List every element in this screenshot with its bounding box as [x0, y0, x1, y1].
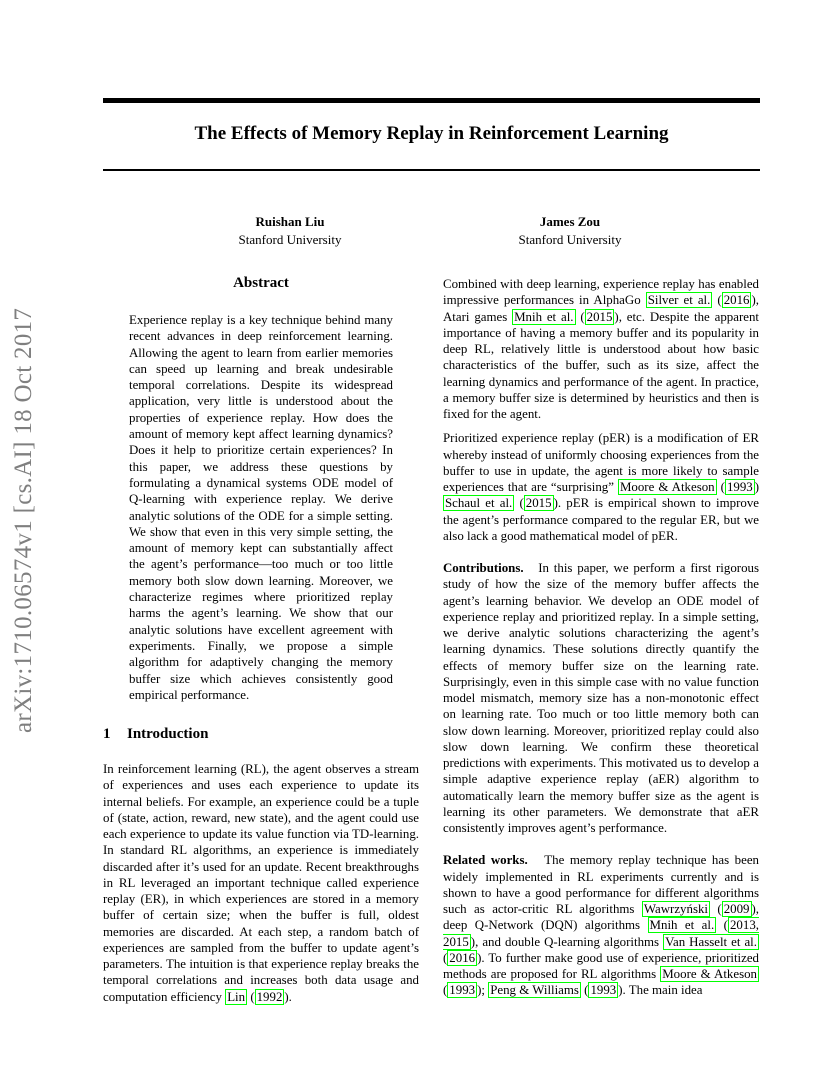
- paragraph-lead: Contributions.: [443, 561, 524, 575]
- title-rule-bottom: [103, 169, 760, 171]
- citation-year-link[interactable]: 2015: [586, 309, 613, 324]
- author-block: [480, 213, 660, 249]
- paragraph-text: ), Atari games: [443, 293, 759, 324]
- citation-link[interactable]: Moore & Atkeson: [662, 967, 757, 981]
- paragraph-text: ), etc. Despite the apparent importance of having a memory buffer and its popularity in deep RL, relatively little is understood about how basic characteristics of the buffer, such as its size, affect the learning dynamics and performance of the agent. In practice, a memory buffer size is determined by heuristics and then is fixed for the agent.: [443, 309, 759, 421]
- abstract-text: Experience replay is a key technique behind many recent advances in deep reinforcement learning. Allowing the agent to learn from earlier memories can speed up learning and break undesirable temporal correlations. Despite its widespread application, very little is understood about the properties of experience replay. How does the amount of memory kept affect learning dynamics? Does it help to prioritize certain experiences? In this paper, we address these questions by formulating a dynamical systems ODE model of Q-learning with experience replay. We derive analytic solutions of the ODE for a simple setting. We show that even in this very simple setting, the amount of memory kept can substantially affect the agent’s performance—too much or too little memory both slow down learning. Moreover, we characterize regimes where prioritized replay harms the agent’s learning. We show that our analytic solutions have excellent agreement with experiments. Finally, we propose a simple algorithm for adaptively changing the memory buffer size which achieves consistently good empirical performance.: [129, 313, 393, 702]
- author-affiliation: Stanford University: [238, 232, 342, 247]
- paragraph-text: ). To further make good use of experience, prioritized methods are proposed for RL algorithms: [443, 950, 759, 981]
- citation-year-link[interactable]: 1993: [449, 983, 476, 998]
- citation-link[interactable]: Van Hasselt et al.: [665, 934, 757, 949]
- right-column: [443, 276, 759, 1007]
- section-number: 1: [103, 726, 111, 742]
- author-name: James Zou: [539, 214, 601, 229]
- paragraph: Combined with deep learning, experience replay has enabled impressive performances in AlphaGo Silver et al. ( 2016 ), Atari games Mnih et al. ( 2015 ), etc. Despite the apparent importance of having a memory buffer and its popularity in deep RL, relatively little is understood about how basic characteristics of the buffer, such as its size, affect the learning dynamics and performance of the agent. In practice, a memory buffer size is determined by heuristics and then is fixed for the agent.: [443, 277, 759, 421]
- paragraph-text: Combined with deep learning, experience replay has enabled impressive performances in AlphaGo: [443, 277, 759, 308]
- paper-title: The Effects of Memory Replay in Reinforcement Learning: [194, 123, 669, 144]
- citation-link[interactable]: Silver et al.: [647, 293, 711, 308]
- paragraph-text: The memory replay technique has been widely implemented in RL experiments currently and is shown to have a good performance for different algorithms such as actor-critic RL algorithms: [443, 853, 760, 916]
- citation-link[interactable]: Mnih et al.: [649, 918, 715, 933]
- paragraph: Related works. The memory replay technique has been widely implemented in RL experiments currently and is shown to have a good performance for different algorithms such as actor-critic RL algorithms Wawrzyński ( 2009 ), deep Q-Network (DQN) algorithms Mnih et al. ( 2013, 2015 ), and double Q-learning algorithms Van Hasselt et al. ( 2016 ). To further make good use of experience, prioritized methods are proposed for RL algorithms Moore & Atkeson ( 1993 ); Peng & Williams ( 1993 ). The main idea: [443, 853, 760, 998]
- citation-year-link[interactable]: 1993: [726, 480, 753, 494]
- intro-column: [103, 761, 419, 1013]
- author-name: Ruishan Liu: [255, 214, 325, 229]
- citation-year-link[interactable]: 1993: [590, 983, 617, 998]
- author-affiliation: Stanford University: [518, 232, 622, 247]
- paragraph: [443, 560, 759, 836]
- citation-year-link[interactable]: 2009: [723, 902, 750, 916]
- author-block: [200, 213, 380, 249]
- paragraph: Prioritized experience replay (pER) is a modification of ER whereby instead of uniformly choosing experiences from the buffer to use in update, the agent is more likely to sample experiences that are “surprising” Moore & Atkeson ( 1993 ) Schaul et al. ( 2015 ). pER is empirical shown to improve the agent’s performance compared to the regular ER, but we also lack a good mathematical model of pER.: [443, 431, 760, 543]
- paragraph-text: ), deep Q-Network (DQN) algorithms: [443, 902, 760, 933]
- paragraph-text: ).: [284, 989, 292, 1004]
- citation-year-link[interactable]: 1992: [256, 989, 283, 1004]
- citation-link[interactable]: Lin: [227, 989, 246, 1004]
- citation-year-link[interactable]: 2016: [723, 293, 750, 308]
- abstract-heading: Abstract: [233, 275, 289, 291]
- paragraph-text: );: [477, 983, 489, 998]
- section-heading: [103, 726, 208, 743]
- arxiv-stamp: arXiv:1710.06574v1 [cs.AI] 18 Oct 2017: [10, 307, 37, 733]
- paragraph-text: Prioritized experience replay (pER) is a modification of ER whereby instead of uniformly choosing experiences from the buffer to use in update, the agent is more likely to sample experiences that are “surprising”: [443, 431, 759, 494]
- section-title: Introduction: [127, 726, 209, 742]
- paragraph-text: In reinforcement learning (RL), the agent observes a stream of experiences and uses each experience to update its internal beliefs. For example, an experience could be a tuple of (state, action, reward, new state), and the agent could use each experience to update its value function via TD-learning. In standard RL algorithms, an experience is immediately discarded after it’s used for an update. Recent breakthroughs in RL leveraged an important technique called experience replay (ER), in which experiences are stored in a memory buffer of certain size; when the buffer is full, oldest memories are discarded. At each step, a random batch of experiences are sampled from the buffer to update agent’s parameters. The intuition is that experience replay breaks the temporal correlations and increases both data usage and computation efficiency: [103, 762, 419, 1004]
- paragraph-text: ), and double Q-learning algorithms: [470, 934, 664, 949]
- title-rule-top: [103, 98, 760, 103]
- paragraph-text: ). pER is empirical shown to improve the agent’s performance compared to the regular ER, but we also lack a good mathematical model of pER.: [443, 496, 760, 543]
- citation-link[interactable]: Mnih et al.: [514, 309, 574, 324]
- citation-year-link[interactable]: 2013, 2015: [443, 918, 759, 949]
- paragraph-lead: Related works.: [443, 853, 528, 868]
- citation-link[interactable]: Schaul et al.: [445, 496, 513, 511]
- citation-year-link[interactable]: 2015: [525, 496, 552, 511]
- citation-link[interactable]: Peng & Williams: [490, 983, 579, 998]
- citation-year-link[interactable]: 2016: [449, 950, 476, 965]
- paragraph-text: ). The main idea: [618, 983, 703, 998]
- citation-link[interactable]: Moore & Atkeson: [619, 480, 715, 494]
- citation-link[interactable]: Wawrzyński: [643, 902, 708, 916]
- intro-paragraph: In reinforcement learning (RL), the agent observes a stream of experiences and uses each experience to update its internal beliefs. For example, an experience could be a tuple of (state, action, reward, new state), and the agent could use each experience to update its value function via TD-learning. In standard RL algorithms, an experience is immediately discarded after it’s used for an update. Recent breakthroughs in RL leveraged an important technique called experience replay (ER), in which experiences are stored in a memory buffer of certain size; when the buffer is full, oldest memories are discarded. At each step, a random batch of experiences are sampled from the buffer to update agent’s parameters. The intuition is that experience replay breaks the temporal correlations and increases both data usage and computation efficiency Lin ( 1992 ).: [103, 762, 419, 1004]
- paragraph-text: In this paper, we perform a first rigorous study of how the size of the memory buffer affects the agent’s learning behavior. We develop an ODE model of experience replay and prioritized replay. In a simple setting, we derive analytic solutions characterizing the agent’s learning dynamics. These solutions directly quantify the effects of memory buffer size on the learning rate. Surprisingly, even in this simple case with no value function model mismatch, memory size has a non-monotonic effect on learning rate. Too much or too little memory both can slow down learning. Moreover, prioritized replay could also slow down learning. We confirm these theoretical predictions with experiments. This motivated us to develop a simple adaptive experience replay (aER) algorithm to automatically learn the memory buffer size as the agent is learning its other parameters. We demonstrate that aER consistently improves agent’s performance.: [443, 561, 759, 835]
